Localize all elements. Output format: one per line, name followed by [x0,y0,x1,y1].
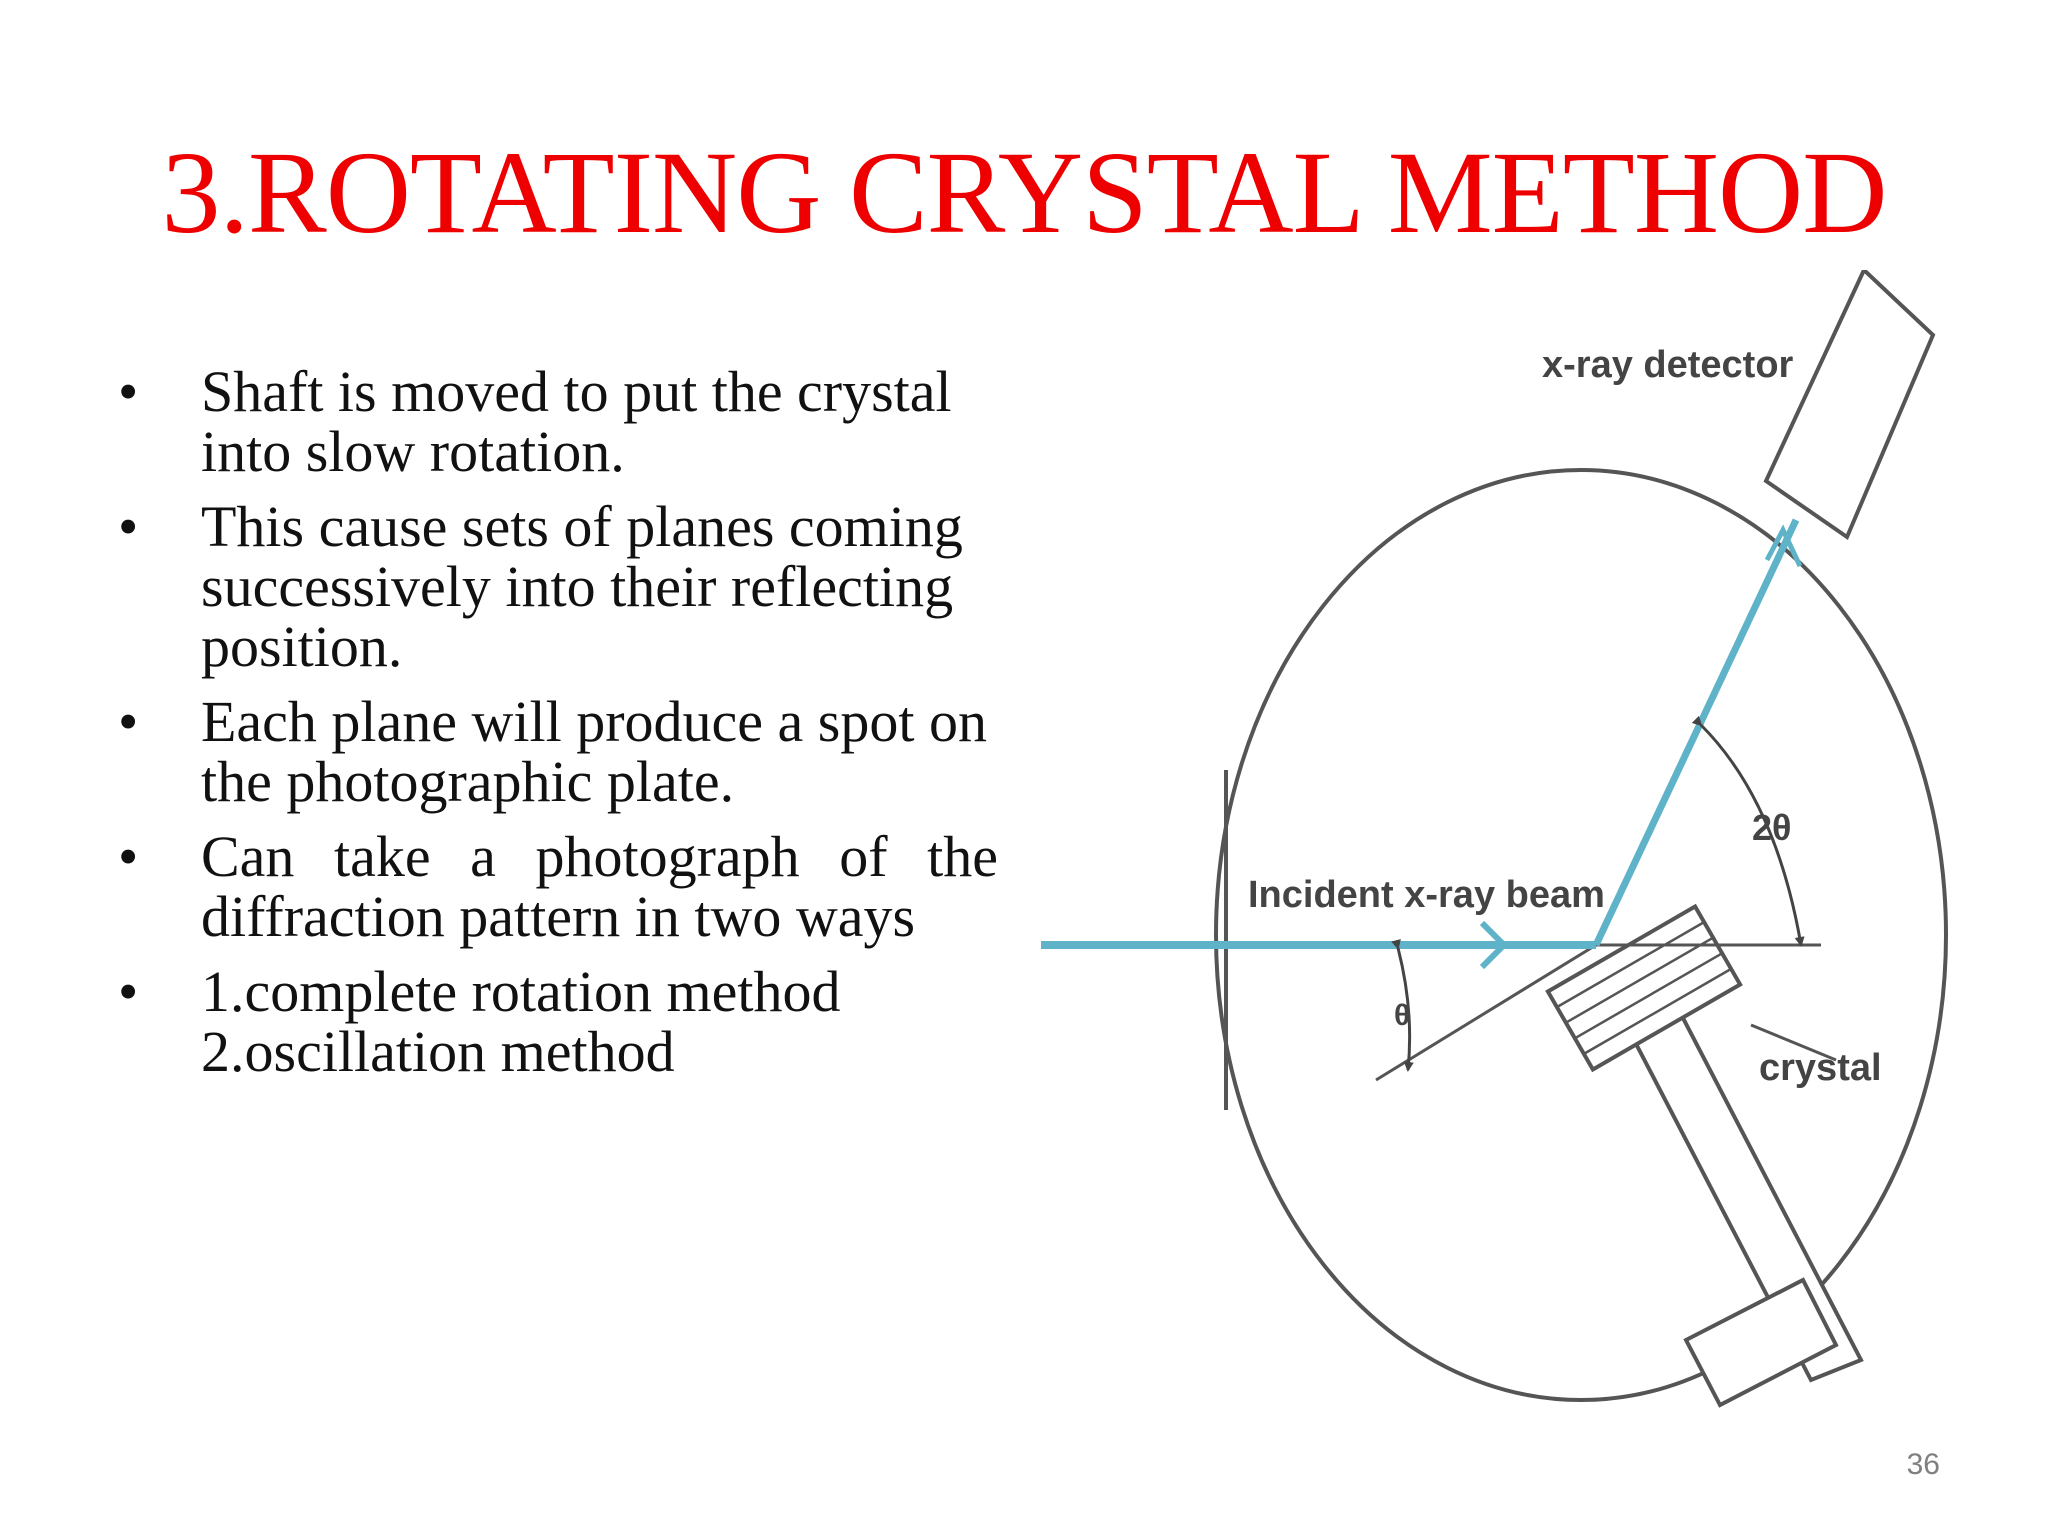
diagram-svg [1036,270,1966,1440]
theta-label: θ [1394,999,1411,1032]
bullet-item [118,824,998,949]
bullet-text: Can take a photograph of the diffraction pattern in two ways [201,824,998,949]
detector-box [1766,270,1933,537]
bullet-text: 1.complete rotation method 2.oscillation method [201,959,841,1084]
diffracted-beam [1596,520,1796,945]
slide-title: 3.ROTATING CRYSTAL METHOD [161,127,1887,258]
bullet-item [118,959,998,1084]
crystal-label: crystal [1759,1047,1882,1089]
bullet-dot: • [118,359,139,424]
bullet-text: This cause sets of planes coming successively into their reflecting position. [201,494,963,679]
bullet-list [118,359,998,1097]
page-number: 36 [1906,1448,1940,1481]
bullet-item [118,494,998,679]
bullet-item [118,359,998,484]
two-theta-label: 2θ [1752,807,1792,848]
rotating-crystal-diagram [1036,270,1966,1440]
bullet-dot: • [118,494,139,559]
detector-label: x-ray detector [1542,344,1794,386]
shaft-base [1686,1280,1836,1405]
bullet-text: Each plane will produce a spot on the photographic plate. [201,689,987,814]
camera-circle [1216,470,1946,1400]
bullet-text: Shaft is moved to put the crystal into slow rotation. [201,359,952,484]
incident-beam-label: Incident x-ray beam [1248,874,1605,916]
bullet-dot: • [118,959,139,1024]
bullet-dot: • [118,689,139,754]
bullet-item [118,689,998,814]
bullet-dot: • [118,824,139,889]
